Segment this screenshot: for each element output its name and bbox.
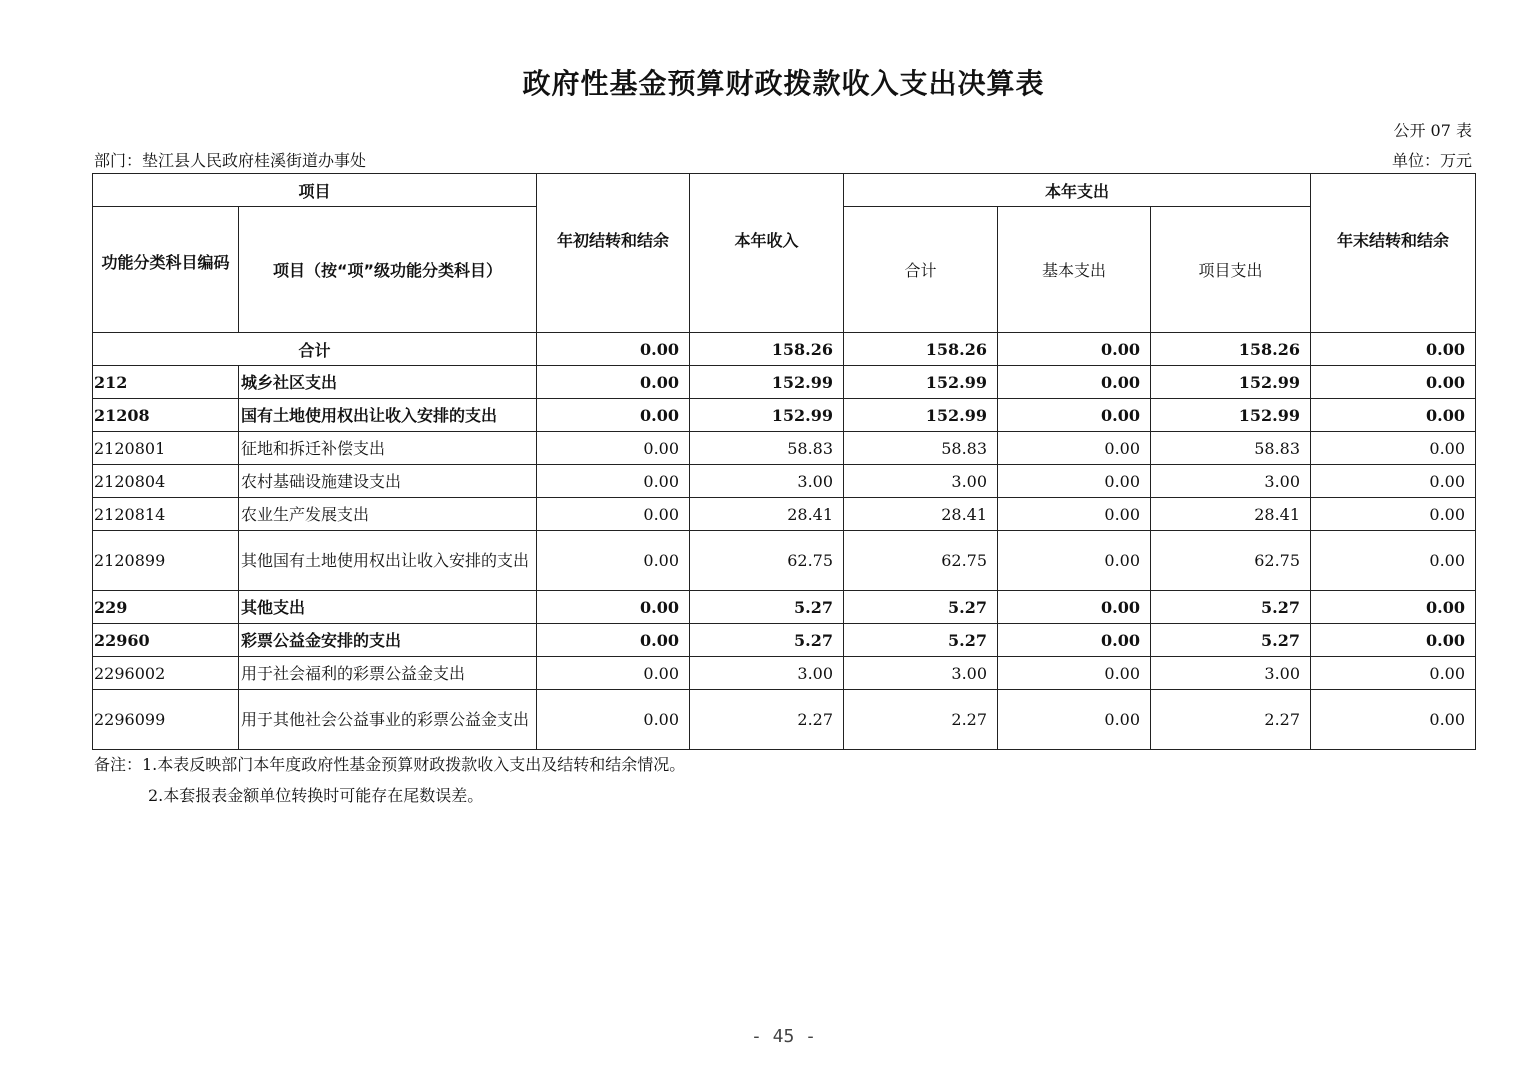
cell-begin: 0.00 [537,399,690,432]
cell-end: 0.00 [1311,366,1476,399]
cell-income: 62.75 [690,531,844,591]
cell-end: 0.00 [1311,624,1476,657]
cell-name: 其他支出 [239,591,537,624]
cell-name: 用于社会福利的彩票公益金支出 [239,657,537,690]
cell-begin: 0.00 [537,333,690,366]
page-number: - 45 - [750,1026,817,1047]
cell-code: 21208 [93,399,239,432]
cell-income: 3.00 [690,657,844,690]
cell-code: 212 [93,366,239,399]
header-expense-basic: 基本支出 [998,207,1151,333]
table-row [93,591,1476,624]
cell-basic: 0.00 [998,399,1151,432]
cell-basic: 0.00 [998,465,1151,498]
cell-project: 3.00 [1151,657,1311,690]
cell-code: 229 [93,591,239,624]
cell-project: 2.27 [1151,690,1311,750]
cell-project: 3.00 [1151,465,1311,498]
cell-income: 152.99 [690,366,844,399]
header-code: 功能分类科目编码 [93,207,239,333]
cell-total: 152.99 [844,366,998,399]
cell-begin: 0.00 [537,498,690,531]
cell-project: 152.99 [1151,399,1311,432]
cell-project: 5.27 [1151,591,1311,624]
cell-name: 其他国有土地使用权出让收入安排的支出 [239,531,537,591]
cell-end: 0.00 [1311,432,1476,465]
cell-total: 3.00 [844,657,998,690]
cell-code: 2120814 [93,498,239,531]
cell-name: 彩票公益金安排的支出 [239,624,537,657]
cell-name: 农业生产发展支出 [239,498,537,531]
unit-label: 单位：万元 [1391,151,1472,170]
table-row [93,690,1476,750]
cell-income: 58.83 [690,432,844,465]
page-title: 政府性基金预算财政拨款收入支出决算表 [522,67,1045,100]
cell-code: 2296002 [93,657,239,690]
cell-begin: 0.00 [537,465,690,498]
cell-total: 5.27 [844,591,998,624]
cell-basic: 0.00 [998,333,1151,366]
cell-basic: 0.00 [998,690,1151,750]
budget-table [92,173,1476,750]
cell-code: 22960 [93,624,239,657]
cell-code: 2296099 [93,690,239,750]
header-begin-balance: 年初结转和结余 [537,174,690,333]
cell-project: 5.27 [1151,624,1311,657]
cell-name: 农村基础设施建设支出 [239,465,537,498]
cell-basic: 0.00 [998,591,1151,624]
cell-end: 0.00 [1311,399,1476,432]
header-row-1 [93,174,1476,207]
cell-basic: 0.00 [998,531,1151,591]
cell-end: 0.00 [1311,498,1476,531]
cell-basic: 0.00 [998,366,1151,399]
note-2: 2.本套报表金额单位转换时可能存在尾数误差。 [148,786,484,805]
form-number: 公开 07 表 [1393,121,1472,140]
header-project-name: 项目（按“项”级功能分类科目） [239,207,537,333]
cell-total: 28.41 [844,498,998,531]
cell-basic: 0.00 [998,432,1151,465]
cell-income: 3.00 [690,465,844,498]
table-row-total [93,333,1476,366]
cell-begin: 0.00 [537,591,690,624]
cell-name: 城乡社区支出 [239,366,537,399]
header-expense-project: 项目支出 [1151,207,1311,333]
cell-project: 58.83 [1151,432,1311,465]
cell-project: 152.99 [1151,366,1311,399]
cell-name: 国有土地使用权出让收入安排的支出 [239,399,537,432]
cell-begin: 0.00 [537,366,690,399]
cell-project: 62.75 [1151,531,1311,591]
cell-code: 2120804 [93,465,239,498]
cell-total: 3.00 [844,465,998,498]
cell-begin: 0.00 [537,657,690,690]
table-row [93,624,1476,657]
cell-total: 5.27 [844,624,998,657]
table-row [93,366,1476,399]
cell-project: 28.41 [1151,498,1311,531]
cell-name: 征地和拆迁补偿支出 [239,432,537,465]
cell-basic: 0.00 [998,624,1151,657]
table-row [93,432,1476,465]
table-row [93,531,1476,591]
cell-income: 5.27 [690,591,844,624]
cell-end: 0.00 [1311,591,1476,624]
cell-total: 158.26 [844,333,998,366]
cell-total: 58.83 [844,432,998,465]
table-row [93,465,1476,498]
note-1: 备注：1.本表反映部门本年度政府性基金预算财政拨款收入支出及结转和结余情况。 [94,755,686,774]
cell-name: 用于其他社会公益事业的彩票公益金支出 [239,690,537,750]
cell-total: 152.99 [844,399,998,432]
department-label: 部门：垫江县人民政府桂溪街道办事处 [94,151,367,170]
cell-basic: 0.00 [998,498,1151,531]
table-row [93,399,1476,432]
header-expense-total: 合计 [844,207,998,333]
cell-total: 2.27 [844,690,998,750]
cell-end: 0.00 [1311,465,1476,498]
cell-end: 0.00 [1311,690,1476,750]
cell-income: 2.27 [690,690,844,750]
cell-begin: 0.00 [537,624,690,657]
header-expense: 本年支出 [844,174,1311,207]
cell-end: 0.00 [1311,657,1476,690]
total-label: 合计 [93,333,537,366]
cell-begin: 0.00 [537,531,690,591]
cell-end: 0.00 [1311,531,1476,591]
header-end-balance: 年末结转和结余 [1311,174,1476,333]
cell-income: 152.99 [690,399,844,432]
cell-income: 5.27 [690,624,844,657]
cell-code: 2120801 [93,432,239,465]
table-row [93,657,1476,690]
cell-begin: 0.00 [537,432,690,465]
cell-project: 158.26 [1151,333,1311,366]
table-row [93,498,1476,531]
cell-income: 158.26 [690,333,844,366]
cell-income: 28.41 [690,498,844,531]
cell-end: 0.00 [1311,333,1476,366]
cell-code: 2120899 [93,531,239,591]
cell-total: 62.75 [844,531,998,591]
cell-begin: 0.00 [537,690,690,750]
cell-basic: 0.00 [998,657,1151,690]
header-project: 项目 [93,174,537,207]
header-income: 本年收入 [690,174,844,333]
